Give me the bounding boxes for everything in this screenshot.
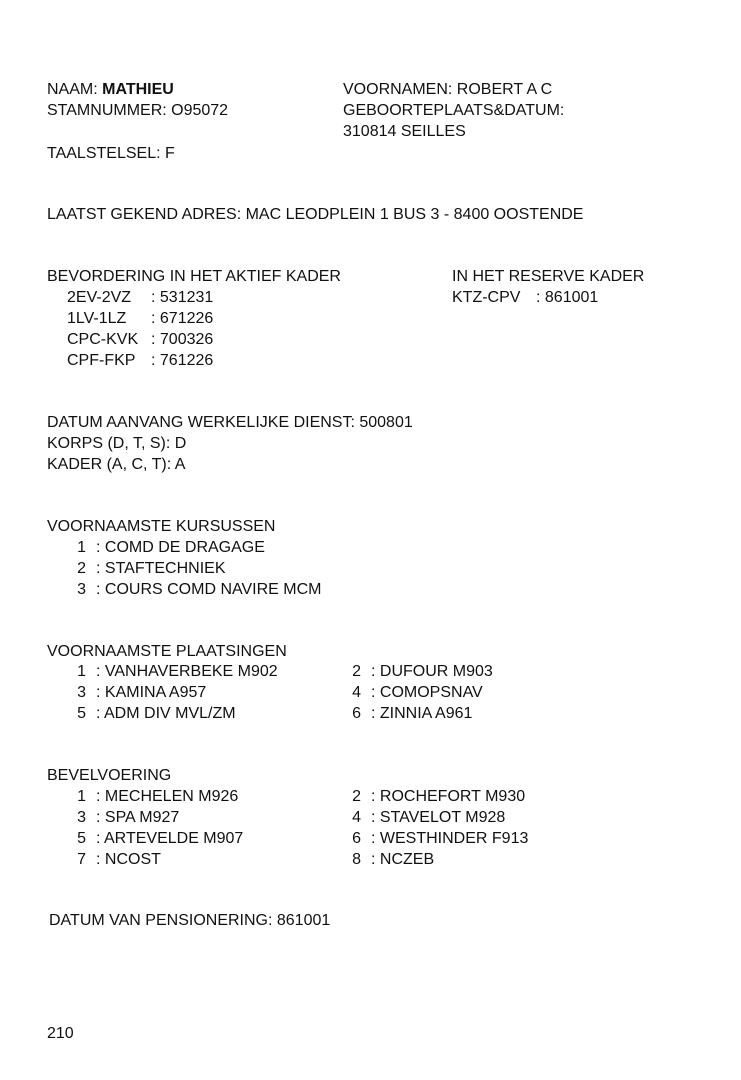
promotion-date: : 700326 bbox=[151, 331, 214, 348]
item-text: : ADM DIV MVL/ZM bbox=[96, 705, 236, 722]
list-item bbox=[74, 537, 321, 558]
geboorte-value: 310814 SEILLES bbox=[343, 123, 466, 140]
rank-code: 1LV-1LZ bbox=[67, 310, 127, 327]
plaatsingen-title: VOORNAAMSTE PLAATSINGEN bbox=[47, 643, 287, 660]
item-number: 2 bbox=[77, 560, 86, 577]
list-item bbox=[74, 579, 321, 600]
item-text: : DUFOUR M903 bbox=[371, 663, 493, 680]
list-item bbox=[74, 682, 278, 703]
list-item bbox=[349, 703, 493, 724]
item-text: : ZINNIA A961 bbox=[371, 705, 473, 722]
naam-value: MATHIEU bbox=[102, 81, 174, 98]
promotion-row bbox=[67, 308, 213, 329]
kursussen-title: VOORNAAMSTE KURSUSSEN bbox=[47, 518, 276, 535]
promotion-row bbox=[67, 287, 213, 308]
list-item bbox=[74, 849, 243, 870]
kursussen-list bbox=[74, 537, 321, 600]
voornamen: VOORNAMEN: ROBERT A C bbox=[343, 81, 553, 98]
item-text: : NCZEB bbox=[371, 851, 435, 868]
adres: LAATST GEKEND ADRES: MAC LEODPLEIN 1 BUS 3 - 8400 OOSTENDE bbox=[47, 206, 584, 223]
item-number: 1 bbox=[77, 663, 86, 680]
list-item bbox=[74, 703, 278, 724]
item-text: : COURS COMD NAVIRE MCM bbox=[96, 581, 322, 598]
item-number: 2 bbox=[352, 663, 361, 680]
list-item bbox=[74, 807, 243, 828]
rank-code: CPF-FKP bbox=[67, 352, 136, 369]
item-number: 3 bbox=[77, 809, 86, 826]
list-item bbox=[349, 849, 528, 870]
item-number: 1 bbox=[77, 788, 86, 805]
item-text: : ROCHEFORT M930 bbox=[371, 788, 526, 805]
item-text: : COMOPSNAV bbox=[371, 684, 483, 701]
list-item bbox=[74, 786, 243, 807]
item-number: 7 bbox=[77, 851, 86, 868]
bevelvoering-left-list bbox=[74, 786, 243, 870]
rank-code: KTZ-CPV bbox=[452, 289, 521, 306]
dienst-aanvang: DATUM AANVANG WERKELIJKE DIENST: 500801 bbox=[47, 414, 413, 431]
item-text: : VANHAVERBEKE M902 bbox=[96, 663, 278, 680]
list-item bbox=[74, 558, 321, 579]
bevordering-aktief-list bbox=[67, 287, 213, 371]
promotion-date: : 861001 bbox=[536, 289, 599, 306]
list-item bbox=[349, 682, 493, 703]
page-number: 210 bbox=[47, 1025, 74, 1042]
promotion-date: : 761226 bbox=[151, 352, 214, 369]
promotion-date: : 531231 bbox=[151, 289, 214, 306]
item-number: 6 bbox=[352, 705, 361, 722]
rank-code: 2EV-2VZ bbox=[67, 289, 132, 306]
list-item bbox=[74, 828, 243, 849]
kader: KADER (A, C, T): A bbox=[47, 456, 186, 473]
item-text: : KAMINA A957 bbox=[96, 684, 207, 701]
item-text: : SPA M927 bbox=[96, 809, 180, 826]
promotion-row bbox=[67, 329, 213, 350]
item-number: 8 bbox=[352, 851, 361, 868]
bevordering-aktief-title: BEVORDERING IN HET AKTIEF KADER bbox=[47, 268, 341, 285]
list-item bbox=[349, 661, 493, 682]
plaatsingen-left-list bbox=[74, 661, 278, 724]
item-text: : COMD DE DRAGAGE bbox=[96, 539, 265, 556]
list-item bbox=[74, 661, 278, 682]
item-number: 5 bbox=[77, 705, 86, 722]
bevordering-reserve-title: IN HET RESERVE KADER bbox=[452, 268, 645, 285]
list-item bbox=[349, 786, 528, 807]
promotion-row bbox=[452, 287, 598, 308]
stamnummer: STAMNUMMER: O95072 bbox=[47, 102, 229, 119]
item-text: : MECHELEN M926 bbox=[96, 788, 239, 805]
list-item bbox=[349, 828, 528, 849]
item-number: 6 bbox=[352, 830, 361, 847]
item-number: 3 bbox=[77, 581, 86, 598]
item-number: 4 bbox=[352, 684, 361, 701]
item-number: 1 bbox=[77, 539, 86, 556]
bevelvoering-right-list bbox=[349, 786, 528, 870]
item-text: : STAFTECHNIEK bbox=[96, 560, 226, 577]
promotion-date: : 671226 bbox=[151, 310, 214, 327]
pensionering: DATUM VAN PENSIONERING: 861001 bbox=[49, 912, 331, 929]
item-text: : WESTHINDER F913 bbox=[371, 830, 529, 847]
item-text: : NCOST bbox=[96, 851, 161, 868]
geboorte-label: GEBOORTEPLAATS&DATUM: bbox=[343, 102, 565, 119]
item-text: : ARTEVELDE M907 bbox=[96, 830, 244, 847]
naam-line bbox=[47, 79, 174, 100]
bevelvoering-title: BEVELVOERING bbox=[47, 767, 172, 784]
list-item bbox=[349, 807, 528, 828]
item-number: 4 bbox=[352, 809, 361, 826]
korps: KORPS (D, T, S): D bbox=[47, 435, 187, 452]
item-number: 2 bbox=[352, 788, 361, 805]
bevordering-reserve-list bbox=[452, 287, 598, 308]
plaatsingen-right-list bbox=[349, 661, 493, 724]
item-number: 5 bbox=[77, 830, 86, 847]
rank-code: CPC-KVK bbox=[67, 331, 139, 348]
item-text: : STAVELOT M928 bbox=[371, 809, 506, 826]
item-number: 3 bbox=[77, 684, 86, 701]
taalstelsel: TAALSTELSEL: F bbox=[47, 145, 175, 162]
promotion-row bbox=[67, 350, 213, 371]
naam-label: NAAM: bbox=[47, 81, 103, 98]
